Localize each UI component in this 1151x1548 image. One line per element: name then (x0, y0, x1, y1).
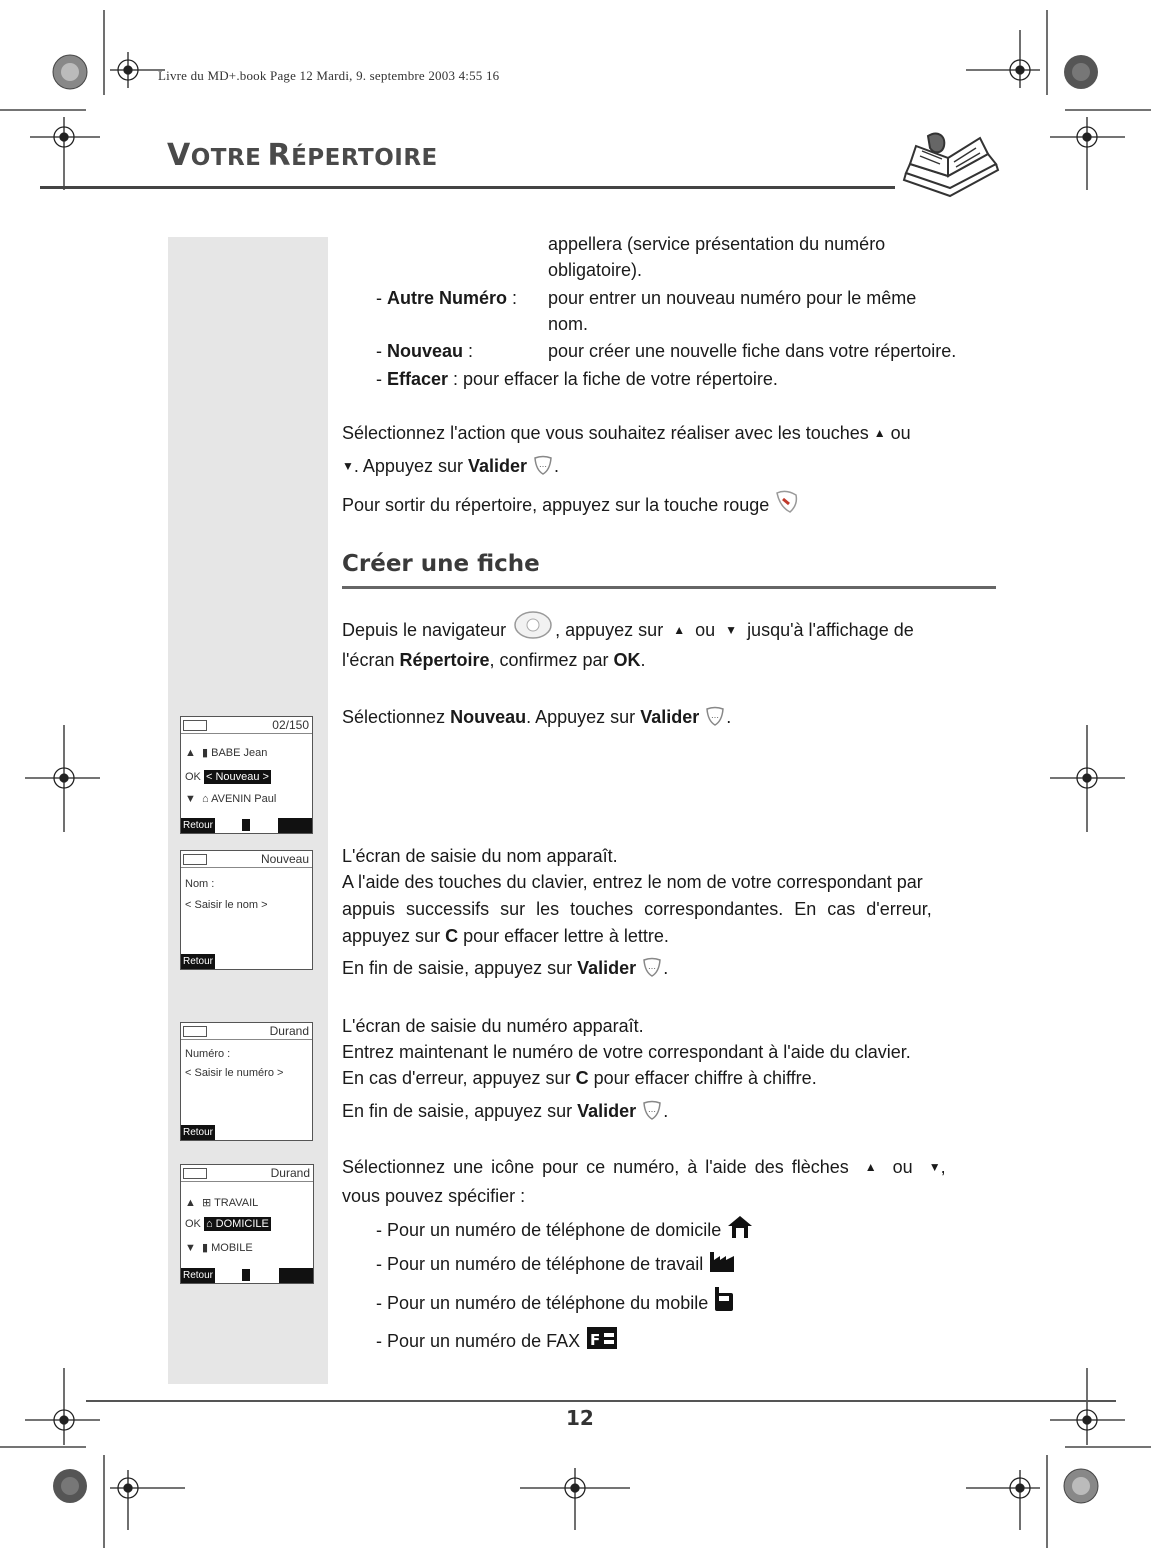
numero-para-line3 (342, 1065, 817, 1091)
number-field: < Saisir le numéro > (185, 1067, 284, 1079)
icon-option-domicile (376, 1214, 754, 1243)
select-text: Sélectionnez l'action que vous souhaitez réaliser avec les touches (342, 423, 869, 443)
back-softkey: Retour (183, 820, 214, 831)
down-arrow-icon: ▼ (342, 459, 354, 473)
select-appuyez: . Appuyez sur (353, 456, 468, 476)
nav-text-f: , confirmez par (489, 650, 614, 670)
page-title (167, 138, 438, 173)
select-para-line2: ▼. Appuyez sur Valider … . (342, 453, 559, 479)
nav-text-g: . (640, 650, 646, 670)
nav-text-b: , appuyez sur (555, 620, 664, 640)
valider-label: Valider (640, 707, 700, 727)
icon-option-fax (376, 1323, 619, 1354)
screen-title: Nouveau (260, 852, 309, 866)
softkey-bar (279, 1268, 313, 1283)
nouveau-text-a: Sélectionnez (342, 707, 451, 727)
valider-key-icon (704, 705, 726, 727)
navigator-icon (511, 610, 555, 640)
domicile-text: - Pour un numéro de téléphone de domicile (376, 1220, 722, 1240)
down-arrow-icon: ▼ (928, 1160, 941, 1174)
row-text: BABE Jean (211, 747, 268, 759)
title-cap-1: V (167, 138, 191, 173)
running-head: Livre du MD+.book Page 12 Mardi, 9. septembre 2003 4:55 16 (158, 68, 500, 83)
numero-text-c: En fin de saisie, appuyez sur (342, 1101, 578, 1121)
valider-label: Valider (577, 1101, 637, 1121)
phone-screen-list (180, 716, 313, 834)
valider-key-icon (532, 454, 554, 476)
nom-para-line4 (342, 923, 669, 949)
nom-para-line3: appuis successifs sur les touches correspondantes. En cas d'erreur, (342, 899, 932, 919)
nouveau-text-c: . (726, 707, 732, 727)
nom-para-line1: L'écran de saisie du nom apparaît. (342, 846, 618, 866)
valider-label: Valider (467, 456, 528, 476)
valider-key-icon (641, 1099, 663, 1121)
softkey-bar (278, 818, 312, 833)
valider-key-icon (641, 956, 663, 978)
ok-label: OK (613, 650, 641, 670)
nav-para-line1 (342, 610, 996, 643)
title-rest-2: ÉPERTOIRE (291, 145, 438, 171)
numero-text-a: En cas d'erreur, appuyez sur (342, 1068, 576, 1088)
nom-text-a: appuyez sur (342, 926, 446, 946)
fax-icon (585, 1323, 619, 1351)
red-key-icon (774, 487, 802, 515)
name-field: < Saisir le nom > (185, 899, 268, 911)
title-cap-2: R (267, 138, 292, 173)
numero-text-b: pour effacer chiffre à chiffre. (588, 1068, 817, 1088)
page-number: 12 (566, 1406, 594, 1430)
select-para-line3 (342, 487, 802, 518)
book-icon (898, 128, 1002, 198)
nom-para-line5 (342, 955, 668, 981)
screen-row-1: ▲ ⊞ TRAVAIL (185, 1197, 259, 1209)
svg-text:…: … (539, 460, 548, 469)
screen-header (181, 717, 312, 734)
title-rest-1: OTRE (190, 145, 262, 171)
screen-header (181, 1165, 313, 1182)
valider-label: Valider (577, 958, 637, 978)
battery-icon (183, 854, 207, 865)
title-rule (40, 186, 895, 189)
screen-title: Durand (269, 1024, 309, 1038)
svg-text:F: F (590, 1331, 601, 1349)
screen-title: Durand (270, 1166, 310, 1180)
screen-header (181, 851, 312, 868)
selected-item: ⌂ DOMICILE (205, 1218, 269, 1230)
screen-row-1: ▲ ▮ BABE Jean (185, 747, 268, 759)
back-softkey: Retour (183, 956, 214, 967)
battery-icon (183, 1026, 207, 1037)
screen-row-2 (185, 1218, 271, 1230)
screen-row-3: ▼ ▮ MOBILE (185, 1242, 253, 1254)
icone-para-line1 (342, 1154, 946, 1180)
back-softkey: Retour (183, 1270, 214, 1281)
numero-para-line2: Entrez maintenant le numéro de votre correspondant à l'aide du clavier. (342, 1042, 911, 1062)
home-icon: ⌂ (202, 793, 209, 805)
ok-label: OK (185, 1218, 201, 1230)
c-key-label: C (575, 1068, 589, 1088)
fax-text: - Pour un numéro de FAX (376, 1331, 581, 1351)
travail-text: - Pour un numéro de téléphone de travail (376, 1254, 704, 1274)
nav-para-line2 (342, 647, 646, 673)
name-label: Nom : (185, 878, 215, 890)
row-text: MOBILE (211, 1242, 253, 1254)
screen-header (181, 1023, 312, 1040)
nouveau-desc: pour créer une nouvelle fiche dans votre répertoire. (548, 341, 957, 361)
repertoire-label: Répertoire (399, 650, 490, 670)
nouveau-label: Nouveau (387, 341, 464, 361)
nouveau-para (342, 704, 731, 730)
effacer-desc: : pour effacer la fiche de votre répertoire. (448, 369, 778, 389)
number-label: Numéro : (185, 1048, 231, 1060)
list-item-autre-numero: - Autre Numéro : (376, 288, 518, 308)
nom-text-d: . (663, 958, 669, 978)
list-continuation-line1: appellera (service présentation du numéro (548, 234, 886, 254)
nouveau-text-b: . Appuyez sur (526, 707, 641, 727)
icon-option-mobile (376, 1285, 735, 1316)
numero-text-d: . (663, 1101, 669, 1121)
down-arrow-icon: ▼ (725, 623, 738, 637)
ok-label: OK (185, 771, 201, 783)
nav-text-e: l'écran (342, 650, 400, 670)
exit-text: Pour sortir du répertoire, appuyez sur la touche rouge (342, 495, 770, 515)
nouveau-sep: : (463, 341, 474, 361)
scroll-icon (241, 1268, 251, 1282)
icone-comma: , (940, 1157, 946, 1177)
effacer-label: Effacer (387, 369, 449, 389)
row-text: AVENIN Paul (211, 793, 277, 805)
mobile-phone-icon (713, 1285, 735, 1313)
phone-screen-name-entry (180, 850, 313, 970)
svg-text:…: … (648, 962, 657, 971)
list-continuation-line2: obligatoire). (548, 260, 643, 280)
list-item-nouveau: - Nouveau : (376, 341, 474, 361)
nav-text-ou: ou (695, 620, 716, 640)
up-arrow-icon: ▲ (864, 1160, 877, 1174)
selected-item: < Nouveau > (205, 771, 269, 783)
nom-para-line2: A l'aide des touches du clavier, entrez le nom de votre correspondant par (342, 872, 923, 892)
select-para-line1 (342, 420, 911, 446)
nav-text-a: Depuis le navigateur (342, 620, 507, 640)
autre-numero-desc2: nom. (548, 314, 589, 334)
factory-icon (708, 1248, 736, 1274)
icone-para-line2: vous pouvez spécifier : (342, 1186, 526, 1206)
section-title: Créer une fiche (342, 551, 540, 577)
icon-option-travail (376, 1248, 736, 1277)
factory-icon: ⊞ (202, 1197, 212, 1209)
phone-screen-icon-select (180, 1164, 314, 1284)
up-arrow-icon: ▲ (673, 623, 686, 637)
nom-text-c: En fin de saisie, appuyez sur (342, 958, 578, 978)
c-key-label: C (445, 926, 459, 946)
battery-icon (183, 720, 207, 731)
scroll-icon (241, 818, 251, 832)
icone-ou: ou (892, 1157, 913, 1177)
svg-text:…: … (711, 711, 720, 720)
autre-numero-label: Autre Numéro (387, 288, 508, 308)
autre-sep: : (507, 288, 518, 308)
svg-text:…: … (648, 1105, 657, 1114)
icone-text-a: Sélectionnez une icône pour ce numéro, à l'aide des flèches (342, 1157, 849, 1177)
contact-counter: 02/150 (272, 718, 309, 732)
up-arrow-icon: ▲ (873, 426, 886, 440)
selected-text: DOMICILE (215, 1218, 269, 1230)
row-text: TRAVAIL (214, 1197, 259, 1209)
footer-rule (86, 1400, 1116, 1402)
select-ou: ou (885, 423, 911, 443)
home-icon (726, 1214, 754, 1240)
nom-text-b: pour effacer lettre à lettre. (458, 926, 669, 946)
mobile-text: - Pour un numéro de téléphone du mobile (376, 1293, 709, 1313)
autre-numero-desc: pour entrer un nouveau numéro pour le même (548, 288, 917, 308)
screen-row-2 (185, 771, 271, 783)
section-rule (342, 586, 996, 589)
nouveau-bold: Nouveau (450, 707, 527, 727)
battery-icon (183, 1168, 207, 1179)
numero-para-line4 (342, 1098, 668, 1124)
screen-row-3: ▼ ⌂ AVENIN Paul (185, 793, 277, 805)
mobile-icon: ▮ (202, 747, 209, 759)
list-item-effacer: - Effacer : pour effacer la fiche de votre répertoire. (376, 369, 778, 389)
numero-para-line1: L'écran de saisie du numéro apparaît. (342, 1016, 644, 1036)
nav-text-d: jusqu'à l'affichage de (747, 620, 914, 640)
mobile-icon: ▮ (202, 1242, 209, 1254)
phone-screen-number-entry (180, 1022, 313, 1141)
back-softkey: Retour (183, 1127, 214, 1138)
